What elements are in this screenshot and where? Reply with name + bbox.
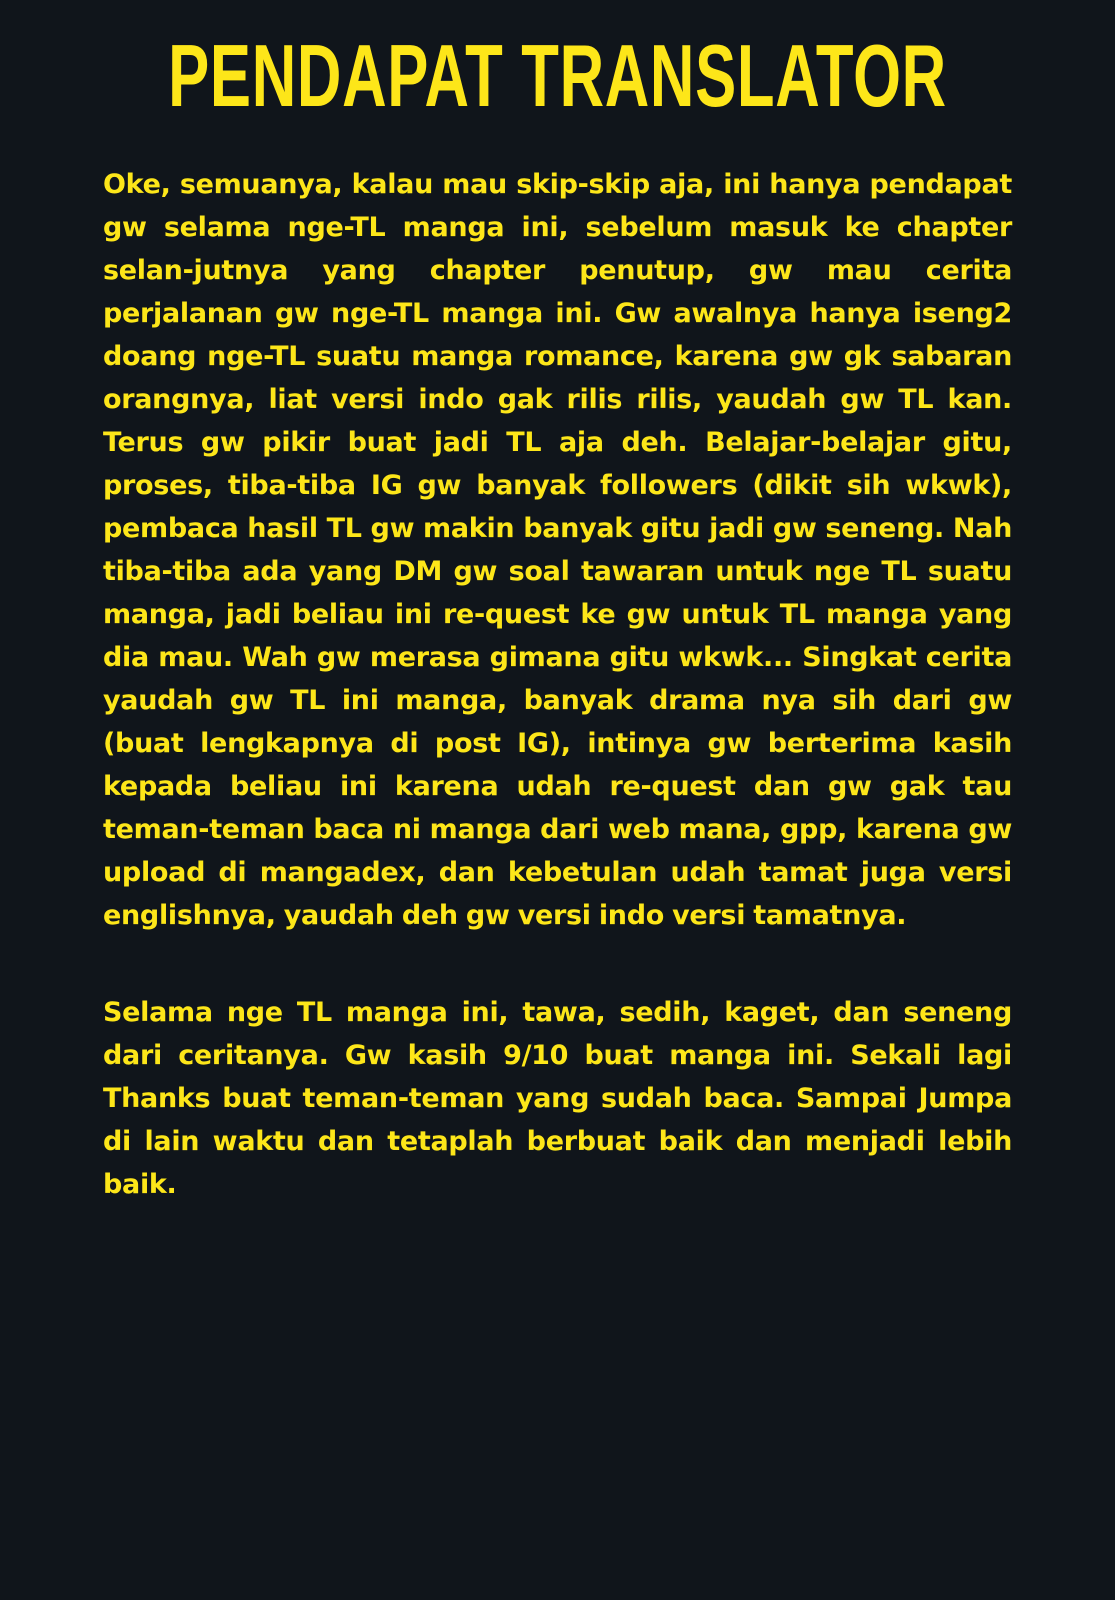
paragraph-story: Oke, semuanya, kalau mau skip-skip aja, ini hanya pendapat gw selama nge-TL manga ini, sebelum masuk ke chapter selan-jutnya yang chapter penutup, gw mau cerita perjalanan gw nge-TL manga ini. Gw awalnya hanya iseng2 doang nge-TL suatu manga romance, karena gw gk sabaran orangnya, liat versi indo gak rilis rilis, yaudah gw TL kan. Terus gw pikir buat jadi TL aja deh. Belajar-belajar gitu, proses, tiba-tiba IG gw banyak followers (dikit sih wkwk), pembaca hasil TL gw makin banyak gitu jadi gw seneng. Nah tiba-tiba ada yang DM gw soal tawaran untuk nge TL suatu manga, jadi beliau ini re-quest ke gw untuk TL manga yang dia mau. Wah gw merasa gimana gitu wkwk... Singkat cerita yaudah gw TL ini manga, banyak drama nya sih dari gw (buat lengkapnya di post IG), intinya gw berterima kasih kepada beliau ini karena udah re-quest dan gw gak tau teman-teman baca ni manga dari web mana, gpp, karena gw upload di mangadex, dan kebetulan udah tamat juga versi englishnya, yaudah deh gw versi indo versi tamatnya. — [103, 169, 1012, 931]
paragraph-closing: Selama nge TL manga ini, tawa, sedih, kaget, dan seneng dari ceritanya. Gw kasih 9/10 buat manga ini. Sekali lagi Thanks buat teman-teman yang sudah baca. Sampai Jumpa di lain waktu dan tetaplah berbuat baik dan menjadi lebih baik. — [103, 997, 1012, 1200]
page-title: PENDAPAT TRANSLATOR — [168, 26, 947, 125]
